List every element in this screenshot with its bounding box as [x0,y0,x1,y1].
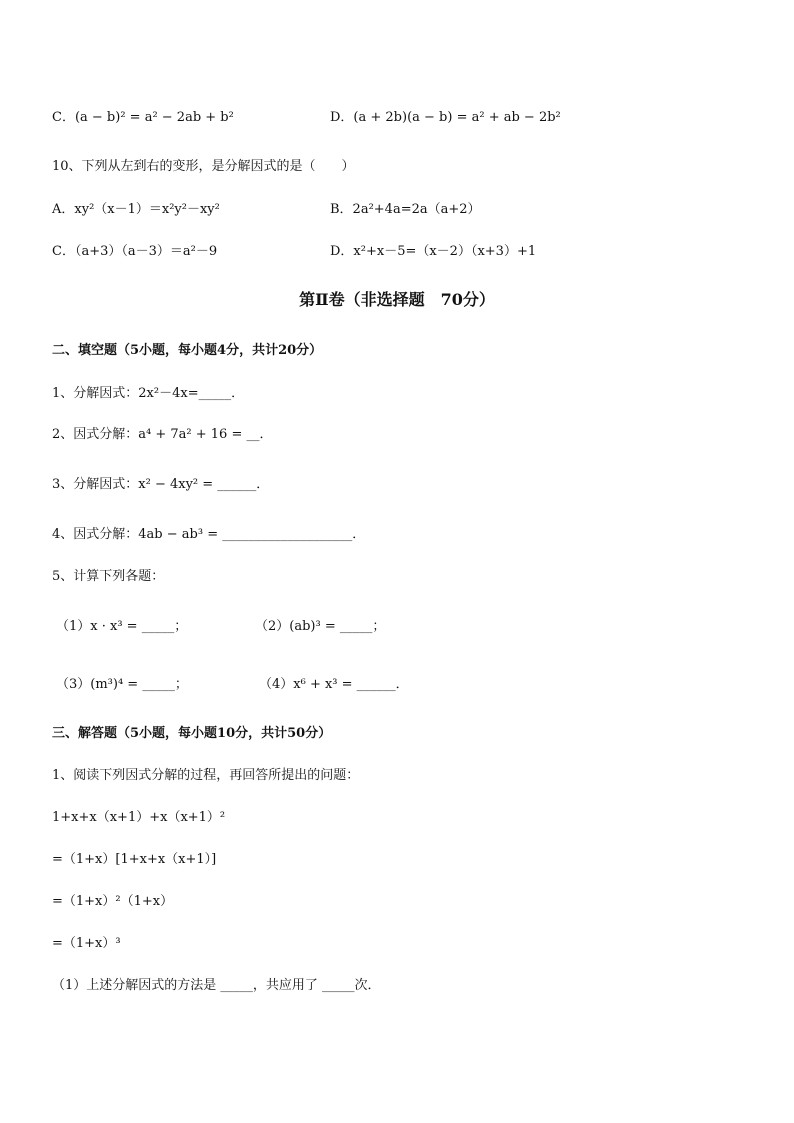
derivation-step-3: =（1+x）²（1+x） [52,894,174,909]
fill-q5-part1: （1）x · x³ = _____； [56,619,188,634]
derivation-step-4: =（1+x）³ [52,936,121,951]
fill-q5-part4: （4）x⁶ + x³ = ______． [259,677,409,692]
section3-heading: 三、解答题（5小题，每小题10分，共计50分） [52,726,332,741]
section2-heading: 二、填空题（5小题，每小题4分，共计20分） [52,343,323,358]
derivation-step-1: 1+x+x（x+1）+x（x+1）² [52,810,226,825]
q10-option-b: B．2a²+4a=2a（a+2） [330,202,481,217]
fill-q5-part3: （3）(m³)⁴ = _____； [56,677,188,692]
fill-question-1: 1、分解因式：2x²－4x=_____． [52,386,245,401]
derivation-step-2: =（1+x）[1+x+x（x+1）] [52,852,217,867]
fill-q5-part2: （2）(ab)³ = _____； [255,619,386,634]
fill-question-5: 5、计算下列各题： [52,569,165,584]
part2-title: 第Ⅱ卷（非选择题 70分） [299,290,495,309]
answer-q1-sub1: （1）上述分解因式的方法是 _____，共应用了 _____次． [52,978,381,993]
q10-option-a: A．xy²（x－1）＝x²y²－xy² [52,202,220,217]
q9-option-d: D．(a + 2b)(a − b) = a² + ab − 2b² [330,110,561,125]
q10-option-c: C．（a+3）（a－3）＝a²－9 [52,244,218,259]
q10-option-d: D．x²+x－5=（x－2）（x+3）+1 [330,244,537,259]
fill-question-2: 2、因式分解：a⁴ + 7a² + 16 = __． [52,427,273,442]
question-10: 10、下列从左到右的变形，是分解因式的是（ ） [52,159,355,174]
answer-question-1: 1、阅读下列因式分解的过程，再回答所提出的问题： [52,768,360,783]
fill-question-4: 4、因式分解：4ab − ab³ = ____________________． [52,527,366,542]
q9-option-c: C．(a − b)² = a² − 2ab + b² [52,110,234,125]
fill-question-3: 3、分解因式：x² − 4xy² = ______． [52,477,270,492]
